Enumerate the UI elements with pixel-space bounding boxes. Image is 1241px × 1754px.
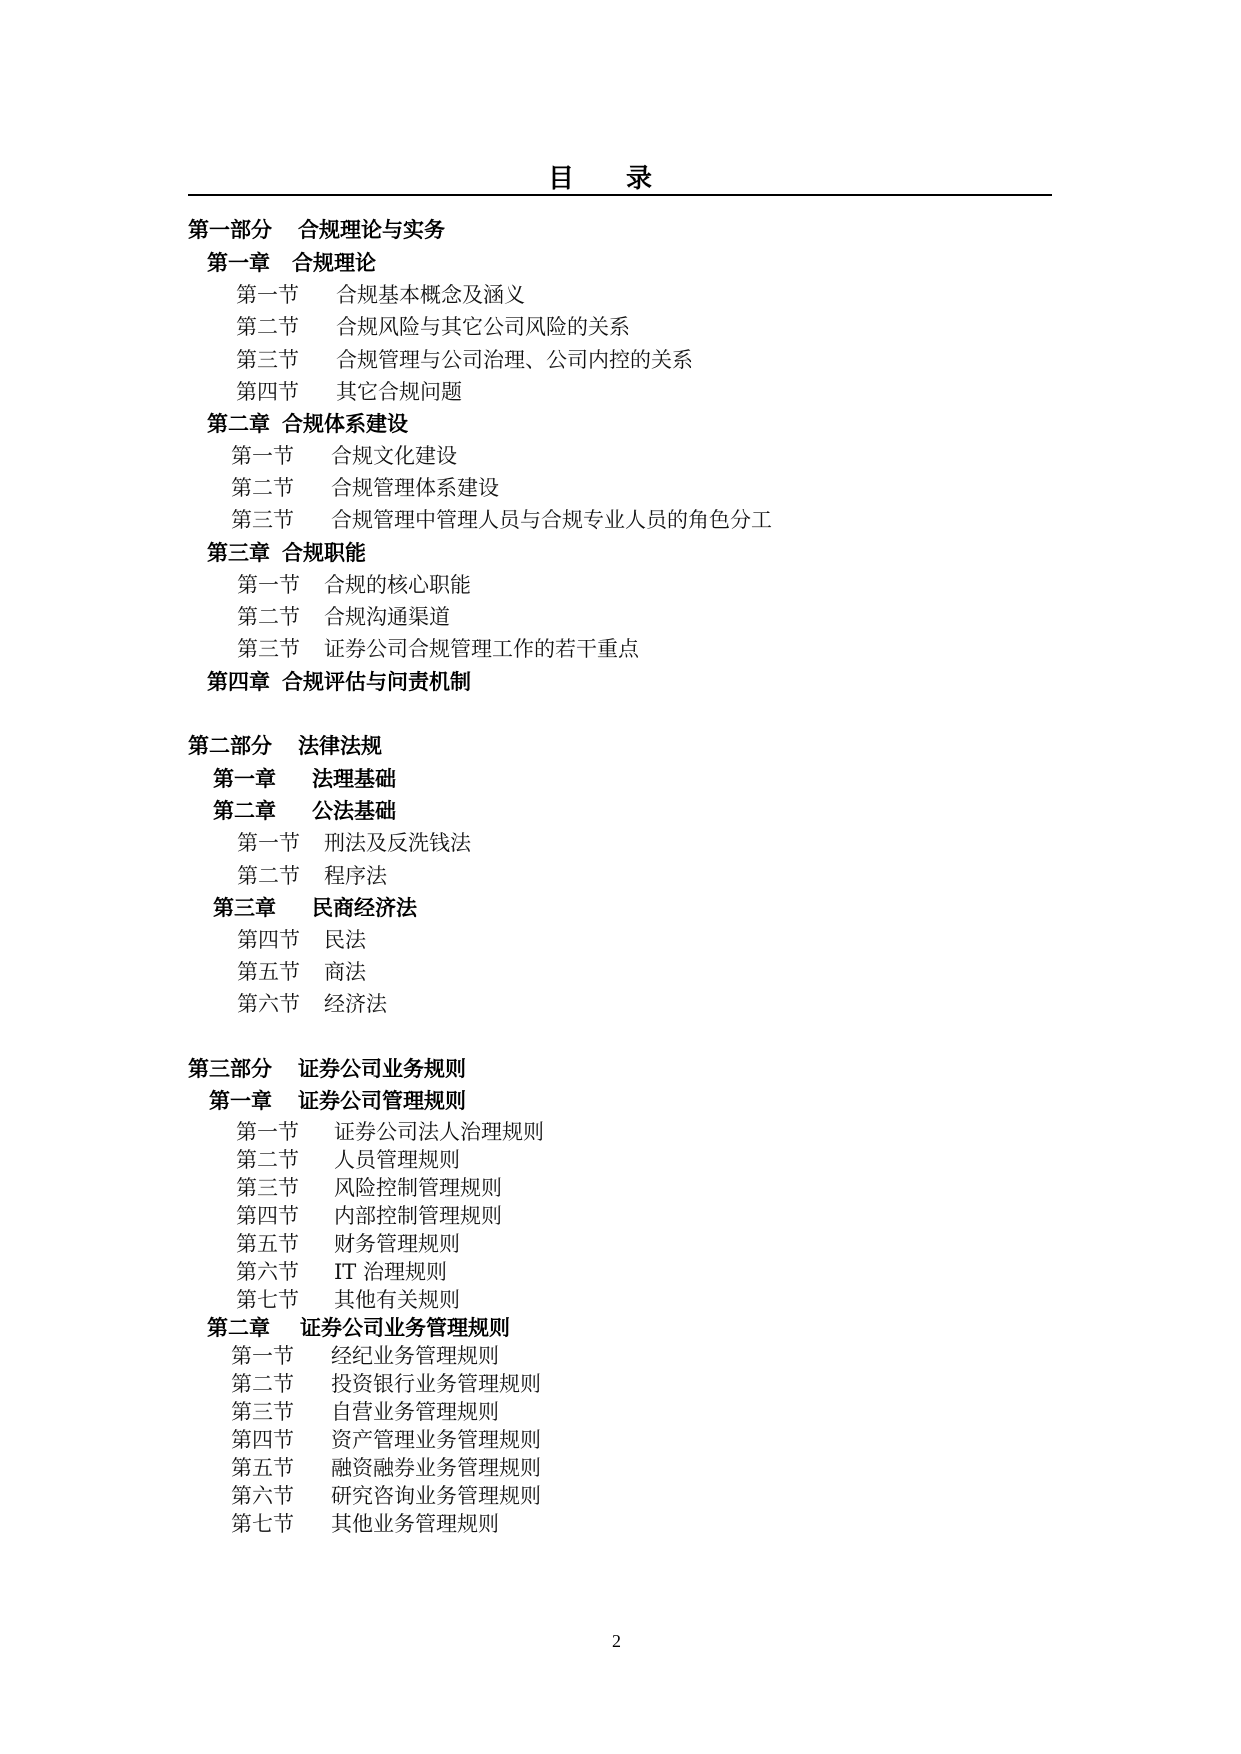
- section-label: 第二节: [237, 605, 300, 629]
- part-label: 第一部分: [188, 218, 272, 242]
- section-title: IT 治理规则: [334, 1260, 447, 1284]
- section-title: 财务管理规则: [334, 1232, 460, 1256]
- section-label: 第二节: [237, 864, 300, 888]
- section-title: 合规风险与其它公司风险的关系: [336, 315, 630, 339]
- section-title: 资产管理业务管理规则: [331, 1428, 541, 1452]
- section-title: 投资银行业务管理规则: [331, 1372, 541, 1396]
- section-label: 第五节: [237, 960, 300, 984]
- section-label: 第三节: [231, 508, 294, 532]
- chapter-title: 证券公司业务管理规则: [300, 1316, 510, 1340]
- section-label: 第三节: [236, 1176, 299, 1200]
- part-label: 第三部分: [188, 1057, 272, 1081]
- section-label: 第六节: [237, 992, 300, 1016]
- section-title: 其他有关规则: [334, 1288, 460, 1312]
- section-label: 第三节: [237, 637, 300, 661]
- section-label: 第六节: [231, 1484, 294, 1508]
- section-title: 民法: [324, 928, 366, 952]
- section-label: 第一节: [236, 1120, 299, 1144]
- part-title: 合规理论与实务: [298, 218, 445, 242]
- chapter-label: 第二章: [207, 412, 270, 436]
- section-label: 第七节: [236, 1288, 299, 1312]
- section-title: 经纪业务管理规则: [331, 1344, 499, 1368]
- part-title: 证券公司业务规则: [298, 1057, 466, 1081]
- section-label: 第四节: [231, 1428, 294, 1452]
- section-label: 第二节: [231, 1372, 294, 1396]
- section-label: 第一节: [237, 573, 300, 597]
- section-title: 刑法及反洗钱法: [324, 831, 471, 855]
- section-label: 第四节: [236, 380, 299, 404]
- part-title: 法律法规: [298, 734, 382, 758]
- section-title: 程序法: [324, 864, 387, 888]
- chapter-title: 合规体系建设: [282, 412, 408, 436]
- section-title: 商法: [324, 960, 366, 984]
- section-title: 其它合规问题: [336, 380, 462, 404]
- section-title: 研究咨询业务管理规则: [331, 1484, 541, 1508]
- section-label: 第三节: [231, 1400, 294, 1424]
- section-label: 第五节: [231, 1456, 294, 1480]
- section-title: 合规管理中管理人员与合规专业人员的角色分工: [331, 508, 772, 532]
- section-title: 风险控制管理规则: [334, 1176, 502, 1200]
- section-title: 融资融券业务管理规则: [331, 1456, 541, 1480]
- section-label: 第四节: [237, 928, 300, 952]
- section-label: 第三节: [236, 348, 299, 372]
- chapter-label: 第一章: [207, 251, 270, 275]
- chapter-title: 合规理论: [292, 251, 376, 275]
- chapter-title: 证券公司管理规则: [298, 1089, 466, 1113]
- part-label: 第二部分: [188, 734, 272, 758]
- section-title: 合规基本概念及涵义: [336, 283, 525, 307]
- section-title: 合规文化建设: [331, 444, 457, 468]
- chapter-label: 第二章: [207, 1316, 270, 1340]
- section-label: 第一节: [231, 444, 294, 468]
- section-label: 第四节: [236, 1204, 299, 1228]
- page-title: 目 录: [548, 164, 653, 194]
- section-title: 合规管理与公司治理、公司内控的关系: [336, 348, 693, 372]
- section-title: 经济法: [324, 992, 387, 1016]
- page-number: 2: [612, 1631, 621, 1651]
- section-label: 第二节: [231, 476, 294, 500]
- section-title: 其他业务管理规则: [331, 1512, 499, 1536]
- chapter-label: 第一章: [209, 1089, 272, 1113]
- chapter-label: 第三章: [213, 896, 276, 920]
- chapter-title: 合规评估与问责机制: [282, 670, 471, 694]
- section-title: 人员管理规则: [334, 1148, 460, 1172]
- section-title: 合规的核心职能: [324, 573, 471, 597]
- chapter-label: 第四章: [207, 670, 270, 694]
- section-title: 证券公司合规管理工作的若干重点: [324, 637, 639, 661]
- section-label: 第五节: [236, 1232, 299, 1256]
- section-title: 合规管理体系建设: [331, 476, 499, 500]
- section-label: 第一节: [231, 1344, 294, 1368]
- chapter-label: 第二章: [213, 799, 276, 823]
- section-label: 第二节: [236, 1148, 299, 1172]
- section-label: 第二节: [236, 315, 299, 339]
- chapter-title: 法理基础: [312, 767, 396, 791]
- chapter-title: 合规职能: [282, 541, 366, 565]
- chapter-title: 公法基础: [312, 799, 396, 823]
- section-title: 合规沟通渠道: [324, 605, 450, 629]
- section-label: 第七节: [231, 1512, 294, 1536]
- chapter-title: 民商经济法: [312, 896, 417, 920]
- chapter-label: 第一章: [213, 767, 276, 791]
- section-title: 内部控制管理规则: [334, 1204, 502, 1228]
- section-label: 第一节: [237, 831, 300, 855]
- section-title: 自营业务管理规则: [331, 1400, 499, 1424]
- chapter-label: 第三章: [207, 541, 270, 565]
- section-title: 证券公司法人治理规则: [334, 1120, 544, 1144]
- section-label: 第一节: [236, 283, 299, 307]
- section-label: 第六节: [236, 1260, 299, 1284]
